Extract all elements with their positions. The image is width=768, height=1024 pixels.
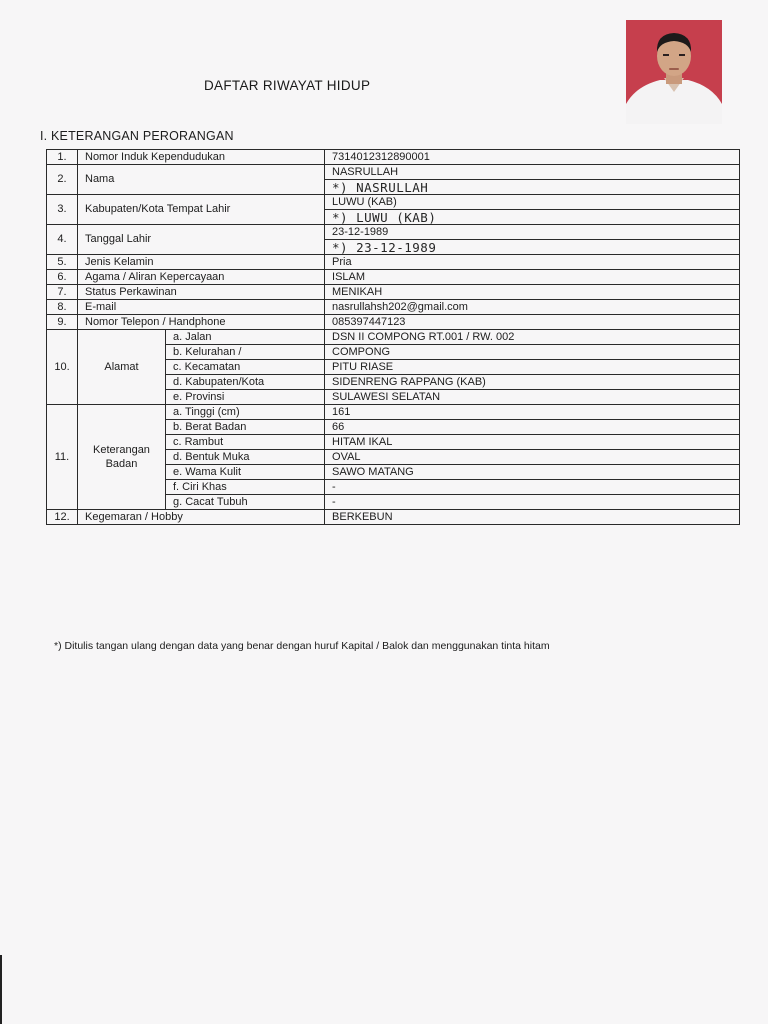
field-value: 66 xyxy=(325,420,740,435)
row-number: 2. xyxy=(47,165,78,195)
field-label: Nomor Induk Kependudukan xyxy=(78,150,325,165)
field-label: Alamat xyxy=(78,330,166,405)
handwritten-value: *) LUWU (KAB) xyxy=(325,210,740,225)
field-label: Tanggal Lahir xyxy=(78,225,325,255)
field-value: OVAL xyxy=(325,450,740,465)
document-title: DAFTAR RIWAYAT HIDUP xyxy=(204,78,371,93)
footnote: *) Ditulis tangan ulang dengan data yang benar dengan huruf Kapital / Balok dan menggunakan tinta hitam xyxy=(54,640,550,652)
row-number: 10. xyxy=(47,330,78,405)
sub-label: g. Cacat Tubuh xyxy=(166,495,325,510)
table-row xyxy=(47,225,740,240)
table-row xyxy=(47,405,740,420)
table-row xyxy=(47,510,740,525)
table-row xyxy=(47,270,740,285)
table-row xyxy=(47,330,740,345)
handwritten-value: *) NASRULLAH xyxy=(325,180,740,195)
field-value: SAWO MATANG xyxy=(325,465,740,480)
field-label: E-mail xyxy=(78,300,325,315)
field-label: Kegemaran / Hobby xyxy=(78,510,325,525)
field-value: DSN II COMPONG RT.001 / RW. 002 xyxy=(325,330,740,345)
field-label: Keterangan Badan xyxy=(78,405,166,510)
sub-label: d. Bentuk Muka xyxy=(166,450,325,465)
field-value: 161 xyxy=(325,405,740,420)
field-value: 7314012312890001 xyxy=(325,150,740,165)
sub-label: b. Kelurahan / xyxy=(166,345,325,360)
row-number: 1. xyxy=(47,150,78,165)
sub-label: e. Wama Kulit xyxy=(166,465,325,480)
table-row xyxy=(47,150,740,165)
field-value: - xyxy=(325,495,740,510)
row-number: 8. xyxy=(47,300,78,315)
field-value: nasrullahsh202@gmail.com xyxy=(325,300,740,315)
field-label: Nomor Telepon / Handphone xyxy=(78,315,325,330)
field-label: Nama xyxy=(78,165,325,195)
field-value: HITAM IKAL xyxy=(325,435,740,450)
field-value: ISLAM xyxy=(325,270,740,285)
field-value: MENIKAH xyxy=(325,285,740,300)
section-title: I. KETERANGAN PERORANGAN xyxy=(40,129,234,143)
field-value: - xyxy=(325,480,740,495)
passport-photo xyxy=(626,20,722,124)
row-number: 4. xyxy=(47,225,78,255)
field-value: 23-12-1989 xyxy=(325,225,740,240)
table-row xyxy=(47,300,740,315)
field-value: 085397447123 xyxy=(325,315,740,330)
row-number: 6. xyxy=(47,270,78,285)
field-value: COMPONG xyxy=(325,345,740,360)
field-label: Kabupaten/Kota Tempat Lahir xyxy=(78,195,325,225)
row-number: 9. xyxy=(47,315,78,330)
row-number: 3. xyxy=(47,195,78,225)
table-row xyxy=(47,255,740,270)
personal-data-table xyxy=(46,149,740,525)
field-value: PITU RIASE xyxy=(325,360,740,375)
row-number: 7. xyxy=(47,285,78,300)
field-label: Status Perkawinan xyxy=(78,285,325,300)
field-label: Agama / Aliran Kepercayaan xyxy=(78,270,325,285)
sub-label: c. Kecamatan xyxy=(166,360,325,375)
table-row xyxy=(47,315,740,330)
sub-label: e. Provinsi xyxy=(166,390,325,405)
field-value: SIDENRENG RAPPANG (KAB) xyxy=(325,375,740,390)
scan-edge-mark xyxy=(0,955,2,1024)
field-value: Pria xyxy=(325,255,740,270)
field-value: LUWU (KAB) xyxy=(325,195,740,210)
field-label: Jenis Kelamin xyxy=(78,255,325,270)
field-value: SULAWESI SELATAN xyxy=(325,390,740,405)
row-number: 11. xyxy=(47,405,78,510)
field-value: BERKEBUN xyxy=(325,510,740,525)
sub-label: f. Ciri Khas xyxy=(166,480,325,495)
handwritten-value: *) 23-12-1989 xyxy=(325,240,740,255)
field-value: NASRULLAH xyxy=(325,165,740,180)
table-row xyxy=(47,285,740,300)
sub-label: b. Berat Badan xyxy=(166,420,325,435)
sub-label: c. Rambut xyxy=(166,435,325,450)
sub-label: a. Jalan xyxy=(166,330,325,345)
table-row xyxy=(47,195,740,210)
sub-label: d. Kabupaten/Kota xyxy=(166,375,325,390)
table-row xyxy=(47,165,740,180)
sub-label: a. Tinggi (cm) xyxy=(166,405,325,420)
row-number: 12. xyxy=(47,510,78,525)
row-number: 5. xyxy=(47,255,78,270)
